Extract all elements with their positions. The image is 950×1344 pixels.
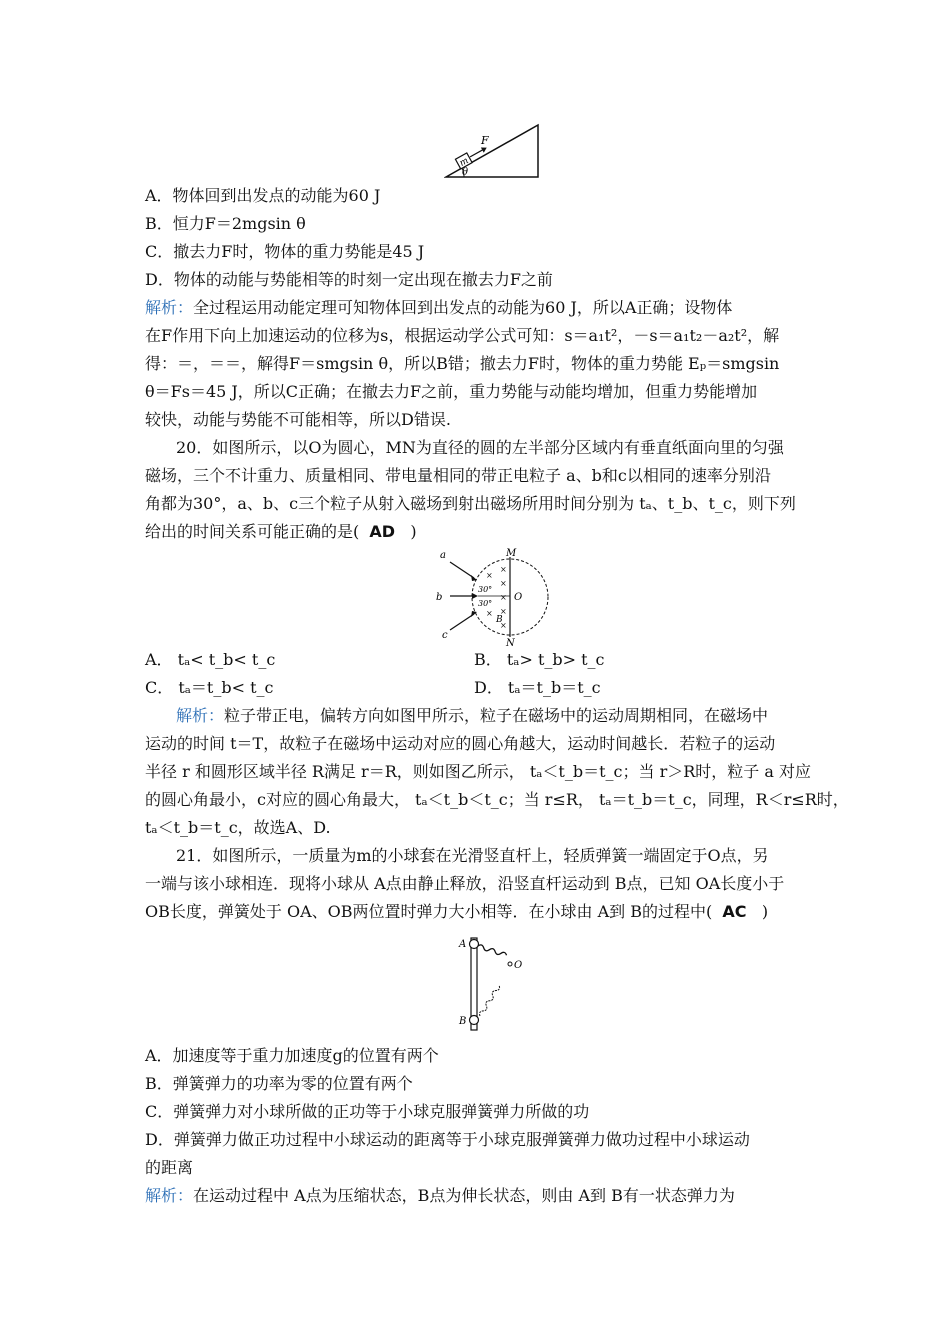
- q19-analysis-line-4: θ＝Fs＝45 J，所以C正确；在撤去力F之前，重力势能与动能均增加，但重力势能增加: [145, 382, 758, 401]
- force-arrow: [470, 150, 482, 157]
- q21-option-b: B．弹簧弹力的功率为零的位置有两个: [145, 1074, 413, 1093]
- q20-analysis-line-4: 的圆心角最小，c对应的圆心角最大， tₐ＜t_b＜t_c；当 r≤R， tₐ＝t_b＝t_c，同理，R＜r≤R时，: [145, 790, 849, 809]
- q19-analysis-line-1: 解析：全过程运用动能定理可知物体回到出发点的动能为60 J，所以A正确；设物体: [145, 298, 733, 317]
- label-m: m: [458, 155, 471, 169]
- particle-c-path: [450, 614, 474, 630]
- q20-analysis-line-5: tₐ＜t_b＝t_c，故选A、D.: [145, 818, 331, 837]
- q19-option-d: D．物体的动能与势能相等的时刻一定出现在撤去力F之前: [145, 270, 553, 289]
- label-a: a: [440, 550, 446, 561]
- q20-option-c: C． tₐ＝t_b< t_c: [145, 678, 274, 697]
- label-b: b: [436, 592, 443, 603]
- q21-option-a: A．加速度等于重力加速度g的位置有两个: [145, 1046, 439, 1065]
- spring-OB: [478, 984, 500, 1017]
- q20-stem-line-2: 磁场，三个不计重力、质量相同、带电量相同的带正电粒子 a、b和c以相同的速率分别沿: [145, 466, 771, 485]
- q21-option-d-line-2: 的距离: [145, 1158, 194, 1177]
- label-theta: θ: [462, 167, 469, 178]
- ball-B: [470, 1016, 479, 1025]
- label-M: M: [506, 548, 517, 559]
- svg-text:×: ×: [486, 609, 493, 618]
- q20-stem-line-1: 20．如图所示，以O为圆心，MN为直径的圆的左半部分区域内有垂直纸面向里的匀强: [176, 438, 784, 457]
- point-O: [508, 962, 512, 966]
- label-A: A: [459, 939, 467, 950]
- svg-text:×: ×: [500, 565, 507, 574]
- q19-option-b: B．恒力F＝2mgsin θ: [145, 214, 306, 233]
- q19-option-c: C．撤去力F时，物体的重力势能是45 J: [145, 242, 425, 261]
- svg-text:×: ×: [500, 607, 507, 616]
- analysis-label: 解析：: [176, 706, 225, 725]
- analysis-label: 解析：: [145, 298, 194, 317]
- ball-A: [470, 940, 479, 949]
- q19-option-a: A．物体回到出发点的动能为60 J: [145, 186, 381, 205]
- label-N: N: [506, 638, 515, 646]
- q20-option-a: A． tₐ< t_b< t_c: [145, 650, 276, 669]
- incline-figure: [444, 122, 544, 180]
- magnetic-field-figure: [430, 546, 550, 646]
- label-B: B: [496, 615, 503, 625]
- label-B: B: [459, 1016, 467, 1027]
- q20-analysis-line-2: 运动的时间 t＝T，故粒子在磁场中运动对应的圆心角越大，运动时间越长．若粒子的运动: [145, 734, 776, 753]
- spring-rod-figure: [456, 930, 536, 1040]
- svg-text:×: ×: [500, 621, 507, 630]
- q20-analysis-line-3: 半径 r 和圆形区域半径 R满足 r＝R，则如图乙所示， tₐ＜t_b＝t_c；当 r＞R时，粒子 a 对应: [145, 762, 811, 781]
- q20-stem-line-4: 给出的时间关系可能正确的是( AD ): [145, 522, 417, 541]
- svg-text:×: ×: [500, 593, 507, 602]
- q20-analysis-line-1: 解析：粒子带正电，偏转方向如图甲所示，粒子在磁场中的运动周期相同，在磁场中: [176, 706, 769, 725]
- spring-OA: [477, 944, 507, 957]
- q20-option-d: D． tₐ＝t_b＝t_c: [474, 678, 601, 697]
- particle-a-path: [450, 562, 474, 578]
- label-O: O: [514, 960, 523, 971]
- q21-stem-line-2: 一端与该小球相连．现将小球从 A点由静止释放，沿竖直杆运动到 B点，已知 OA长度小于: [145, 874, 785, 893]
- q21-analysis-line-1: 解析：在运动过程中 A点为压缩状态，B点为伸长状态，则由 A到 B有一状态弹力为: [145, 1186, 735, 1205]
- svg-text:×: ×: [500, 579, 507, 588]
- q21-answer: AC: [722, 902, 747, 921]
- q21-option-d-line-1: D．弹簧弹力做正功过程中小球运动的距离等于小球克服弹簧弹力做功过程中小球运动: [145, 1130, 750, 1149]
- label-angle-1: 30°: [478, 585, 493, 594]
- svg-text:×: ×: [486, 571, 493, 580]
- label-F: F: [481, 134, 489, 147]
- label-angle-2: 30°: [478, 599, 493, 608]
- label-c: c: [442, 630, 448, 641]
- analysis-label: 解析：: [145, 1186, 194, 1205]
- q19-analysis-line-3: 得：＝，＝＝，解得F＝smgsin θ，所以B错；撤去力F时，物体的重力势能 Eₚ＝smgsin: [145, 354, 780, 373]
- q20-stem-line-3: 角都为30°，a、b、c三个粒子从射入磁场到射出磁场所用时间分别为 tₐ、t_b、t_c，则下列: [145, 494, 796, 513]
- q19-analysis-line-5: 较快，动能与势能不可能相等，所以D错误.: [145, 410, 451, 429]
- label-O: O: [514, 592, 523, 603]
- q20-option-b: B． tₐ> t_b> t_c: [474, 650, 605, 669]
- q21-stem-line-1: 21．如图所示，一质量为m的小球套在光滑竖直杆上，轻质弹簧一端固定于O点，另: [176, 846, 769, 865]
- incline-triangle: [446, 125, 538, 177]
- q21-option-c: C．弹簧弹力对小球所做的正功等于小球克服弹簧弹力所做的功: [145, 1102, 590, 1121]
- q21-stem-line-3: OB长度，弹簧处于 OA、OB两位置时弹力大小相等．在小球由 A到 B的过程中( AC ): [145, 902, 769, 921]
- q19-analysis-line-2: 在F作用下向上加速运动的位移为s，根据运动学公式可知：s＝a₁t²，－s＝a₁t₂－a₂t²，解: [145, 326, 780, 345]
- q20-answer: AD: [369, 522, 396, 541]
